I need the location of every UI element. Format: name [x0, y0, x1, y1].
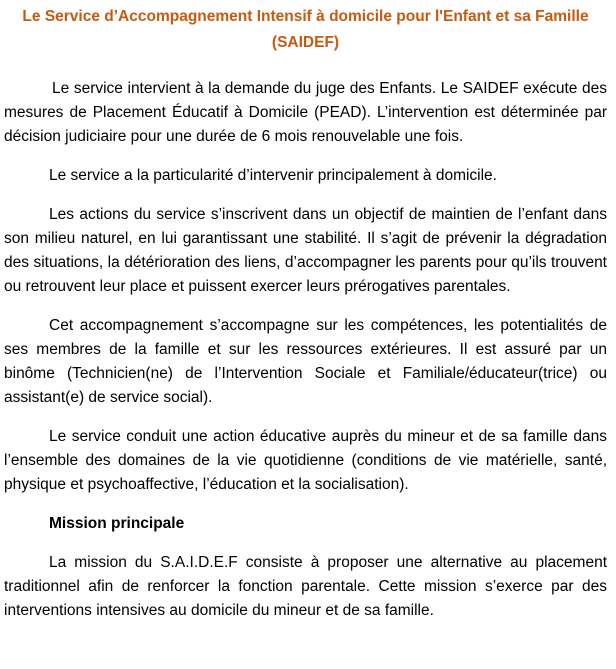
- section-heading: Mission principale: [49, 515, 185, 532]
- spacer: [4, 410, 607, 425]
- spacer: [4, 56, 607, 77]
- spacer: [4, 536, 607, 551]
- spacer: [4, 149, 607, 164]
- spacer: [4, 497, 607, 512]
- spacer: [4, 188, 607, 203]
- paragraph-intervention: Le service intervient à la demande du juge des Enfants. Le SAIDEF exécute des mesures de Placement Éducatif à Domicile (PEAD). L’intervention est déterminée par décision judiciaire pour une durée de 6 mois renouvelable une fois.: [4, 80, 607, 145]
- paragraph-domicile: Le service a la particularité d’intervenir principalement à domicile.: [49, 167, 497, 184]
- spacer: [4, 299, 607, 314]
- document-title: Le Service d’Accompagnement Intensif à domicile pour l'Enfant et sa Famille (SAIDEF): [22, 8, 589, 51]
- paragraph-objectives: Les actions du service s’inscrivent dans un objectif de maintien de l’enfant dans son milieu naturel, en lui garantissant une stabilité. Il s’agit de prévenir la dégradation des situations, la détérioration des liens, d’accompagner les parents pour qu’ils trouvent ou retrouvent leur place et puissent exercer leurs prérogatives parentales.: [4, 206, 607, 295]
- paragraph-support: Cet accompagnement s’accompagne sur les compétences, les potentialités de ses membres de la famille et sur les ressources extérieures. Il est assuré par un binôme (Technicien(ne) de l’Intervention Sociale et Familiale/éducateur(trice) ou assistant(e) de service social).: [4, 317, 607, 406]
- paragraph-mission: La mission du S.A.I.D.E.F consiste à proposer une alternative au placement traditionnel afin de renforcer la fonction parentale. Cette mission s’exerce par des interventions intensives au domicile du mineur et de sa famille.: [4, 554, 607, 619]
- paragraph-educational-action: Le service conduit une action éducative auprès du mineur et de sa famille dans l’ensemble des domaines de la vie quotidienne (conditions de vie matérielle, santé, physique et psychoaffective, l’éducation et la socialisation).: [4, 428, 607, 493]
